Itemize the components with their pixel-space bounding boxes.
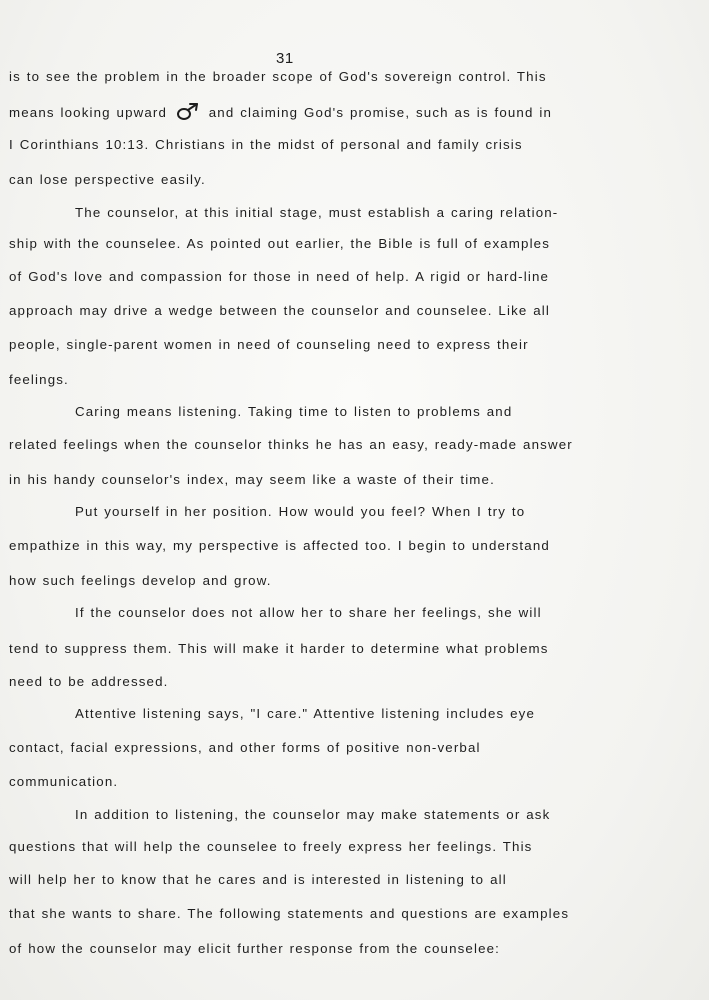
text-line-20: Attentive listening says, "I care." Attentive listening includes eye bbox=[75, 706, 536, 721]
text-line-22: communication. bbox=[9, 774, 119, 789]
text-line-10: feelings. bbox=[9, 372, 69, 387]
text-line-21: contact, facial expressions, and other forms of positive non-verbal bbox=[9, 740, 481, 755]
text-line-23: In addition to listening, the counselor may make statements or ask bbox=[75, 807, 551, 822]
handwritten-upward-arrow-icon bbox=[175, 103, 201, 121]
text-line-14: Put yourself in her position. How would you feel? When I try to bbox=[75, 504, 526, 519]
page-number: 31 bbox=[276, 50, 294, 67]
text-line-2 bbox=[9, 103, 552, 122]
text-line-15: empathize in this way, my perspective is affected too. I begin to understand bbox=[9, 538, 550, 553]
text-line-5: The counselor, at this initial stage, must establish a caring relation- bbox=[75, 205, 559, 220]
text-line-1: is to see the problem in the broader scope of God's sovereign control. This bbox=[9, 69, 547, 84]
text-line-18: tend to suppress them. This will make it harder to determine what problems bbox=[9, 641, 549, 656]
text-line-25: will help her to know that he cares and is interested in listening to all bbox=[9, 872, 507, 887]
text-line-17: If the counselor does not allow her to share her feelings, she will bbox=[75, 605, 542, 620]
text-line-16: how such feelings develop and grow. bbox=[9, 573, 272, 588]
text-line-7: of God's love and compassion for those in need of help. A rigid or hard-line bbox=[9, 269, 550, 284]
text-line-4: can lose perspective easily. bbox=[9, 172, 206, 187]
text-line-19: need to be addressed. bbox=[9, 674, 169, 689]
text-line-26: that she wants to share. The following statements and questions are examples bbox=[9, 906, 570, 921]
text-line-8: approach may drive a wedge between the counselor and counselee. Like all bbox=[9, 303, 551, 318]
text-line-3: I Corinthians 10:13. Christians in the midst of personal and family crisis bbox=[9, 137, 523, 152]
text-line-12: related feelings when the counselor thinks he has an easy, ready-made answer bbox=[9, 437, 573, 452]
text-line-6: ship with the counselee. As pointed out earlier, the Bible is full of examples bbox=[9, 236, 551, 251]
text-line-2-start: means looking upward bbox=[9, 105, 168, 120]
text-line-2-end: and claiming God's promise, such as is found in bbox=[208, 105, 552, 120]
text-line-11: Caring means listening. Taking time to listen to problems and bbox=[75, 404, 513, 419]
text-line-27: of how the counselor may elicit further response from the counselee: bbox=[9, 941, 501, 956]
text-line-13: in his handy counselor's index, may seem like a waste of their time. bbox=[9, 472, 495, 487]
text-line-9: people, single-parent women in need of counseling need to express their bbox=[9, 337, 529, 352]
text-line-24: questions that will help the counselee to freely express her feelings. This bbox=[9, 839, 533, 854]
